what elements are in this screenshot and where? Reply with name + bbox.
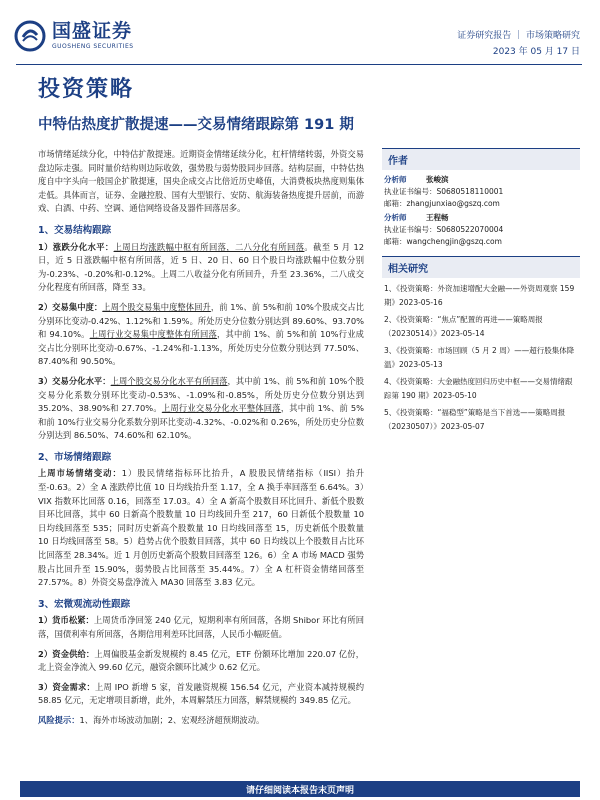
paragraph-sentiment [38,467,364,589]
related-item[interactable]: 5、《投资策略：“福稳型”策略是当下首选——策略周报（20230507）》2023-05-07 [384,408,566,431]
related-item[interactable]: 4、《投资策略：大金融热度回归历史中枢——交易情绪跟踪第 190 期》2023-05-10 [384,377,573,400]
lead-label: 2）交易集中度： [38,301,103,312]
lead-label: 1）涨跌分化水平： [38,241,114,252]
report-date: 2023 年 05 月 17 日 [492,47,580,57]
sidebar [382,148,580,437]
body-text: ，其中前 1%、前 5%和前 10%个股交易分化系数分别环比变动-0.53%、-1.09%和-0.85%，所处历史分位数分别达到 35.20%、38.90%和 27.70%。 [38,375,364,414]
footer-disclaimer: 请仔细阅读本报告末页声明 [245,786,354,796]
author-email[interactable]: 邮箱：zhangjunxiao@gszq.com [384,199,500,208]
body-text: 上周货币净回笼 240 亿元，短期利率有所回落，各期 Shibor 环比有所回落，国债利率有所回落，各期信用利差环比回落，人民币小幅贬值。 [38,615,364,639]
highlight-text: 上周行业交易集中度整体有所回落 [89,329,217,340]
highlight-text: 上周个股交易分化水平有所回落 [110,375,228,386]
paragraph-monetary [38,614,364,641]
author-1 [382,174,580,210]
company-logo [14,16,174,56]
logo-chinese-name: 国盛证券 [52,20,133,42]
paragraph-divergence [38,241,364,295]
author-email[interactable]: 邮箱：wangchengjin@gszq.com [384,237,502,246]
lead-label: 2）资金供给： [38,648,95,659]
section-sentiment-title: 2、市场情绪跟踪 [38,451,112,463]
body-text: 上周 IPO 新增 5 家，首发融资规模 156.54 亿元，产业资本减持规模约 58.85 亿元，无定增项目新增，此外，本周解禁压力回落，解禁规模约 349.85 亿元。 [38,681,364,706]
body-text: ，其中前 1%、前 5%和前 10%行业交易分化系数分别环比变动-4.32%、-0.02%和 0.26%，所处历史分位数分别达到 86.50%、74.60%和 62.10%。 [38,403,364,441]
paragraph-concentration [38,301,364,369]
lead-label: 1）货币松紧： [38,615,94,626]
body-text: 1、海外市场波动加剧；2、宏观经济超预期波动。 [79,714,265,725]
author-cert: 执业证书编号：S0680518110001 [384,187,504,196]
related-item[interactable]: 2、《投资策略：“焦点”配置的再进——策略周报（20230514）》2023-05-14 [384,315,543,338]
highlight-text: 上周行业交易分化水平整体回落 [161,403,281,414]
author-role: 分析师 [384,213,407,222]
highlight-text: 上周日均涨跌幅中枢有所回落，二八分化有所回落 [113,241,305,252]
lead-label: 3）交易分化水平： [38,375,111,386]
body-text: 1）股民情绪指标环比抬升，A 股股民情绪指标（IISI）抬升至-0.63。2）全 A 涨跌停比值 10 日均线抬升至 1.17，全 A 换手率回落至 6.64%。3）VIX 指数环比回落 0.16，回落至 17.03。4）全 A 新高个股数目环比回升、新低个股数目环比回落，其中 60 日新高个股数量 10 日均线回升至 217，60 日新低个股数量 10 日均线回落至 535；同时历史新高个股数量 10 日均线回落至 15，历史新低个股数量 10 日均线回落至 58。5）趋势占优个股数目回落，其中 60 日均线以上个股数目占比环比回落至 28.34%。近 1 月创历史新高个股数目回落至 126。6）全 A 市场 MACD 强势股占比回升至 15.90%，弱势股占比回落至 35.44%。7）全 A 杠杆资金情绪回落至 27.57%。8）外资交易盘净流入 MA30 回落至 3.83 亿元。 [38,468,364,588]
report-title: 中特估热度扩散提速——交易情绪跟踪第 191 期 [38,117,354,133]
logo-emblem-icon [14,20,46,52]
authors-heading: 作者 [382,149,580,170]
highlight-text: 上周个股交易集中度整体回升 [102,301,211,312]
paragraph-fund-demand [38,681,364,708]
author-role: 分析师 [384,175,407,184]
paragraph-dispersion [38,375,364,443]
author-2 [382,212,580,248]
report-category: 投资策略 [38,77,135,102]
lead-label: 上周市场情绪变动： [38,468,122,479]
header-divider [16,64,582,65]
header-meta [457,28,580,60]
section-liquidity-title: 3、宏微观流动性跟踪 [38,598,131,610]
related-item[interactable]: 1、《投资策略：外资加速增配大金融——外资周观察 159 期》2023-05-16 [384,284,575,307]
risk-label: 风险提示： [38,714,80,725]
body-text: ，前 1%、前 5%和前 10%个股成交占比分别环比变动-0.42%、1.12%和 1.59%。所处历史分位数分别达到 89.60%、93.70%和 94.10%。 [38,301,364,340]
paragraph-risk [38,714,364,728]
body-text: 。截至 5 月 12 日，近 5 日涨跌幅中枢有所回落，近 5 日、20 日、60 日个股日均涨跌幅中位数分别为-0.23%、-0.20%和-0.12%。上周二八收益分化有所回升，升至 23.36%，二八成交分化程度有所回落，降至 33。 [38,241,365,293]
related-heading: 相关研究 [382,257,580,278]
body-text: ，其中前 1%、前 5%和前 10%行业成交占比分别环比变动-0.67%、-1.24%和-1.13%，所处历史分位数分别达到 77.50%、87.40%和 90.50%。 [38,329,364,367]
paragraph-fund-supply [38,648,364,675]
author-cert: 执业证书编号：S0680522070004 [384,225,504,234]
lead-label: 3）资金需求： [38,681,95,692]
related-item[interactable]: 3、《投资策略：市场回顾（5 月 2 周）——超行股集体降温》2023-05-13 [384,346,575,369]
summary-paragraph: 市场情绪延续分化，中特估扩散提速。近期资金情绪延续分化，杠杆情绪转弱，外资交易盘边际走强。同时量价结构则边际收敛，强势股与弱势股同步回落。结构层面，中特估热度自中字头向一般国企扩散提速，国央企成交占比倍近历史峰值，大消费板块热度则集体走低。具体而言，证券、金融控股、国有大型银行、安防、航海装备热度提升居前，而游戏、白酒、中药、空调、通信网络设备及器件回落居多。 [38,149,364,214]
related-list [382,282,580,434]
logo-english-name: GUOSHENG SECURITIES [52,43,134,50]
author-name: 王程畅 [426,213,449,222]
report-type-line: 证券研究报告 ｜ 市场策略研究 [457,31,580,41]
main-content [38,148,364,728]
body-text: 上周偏股基金新发规模约 8.45 亿元，ETF 份额环比增加 220.07 亿份，北上资金净流入 99.60 亿元，融资余额环比减少 0.62 亿元。 [38,648,364,673]
author-name: 张峻滨 [426,175,449,184]
section-trading-structure-title: 1、交易结构跟踪 [38,224,112,236]
